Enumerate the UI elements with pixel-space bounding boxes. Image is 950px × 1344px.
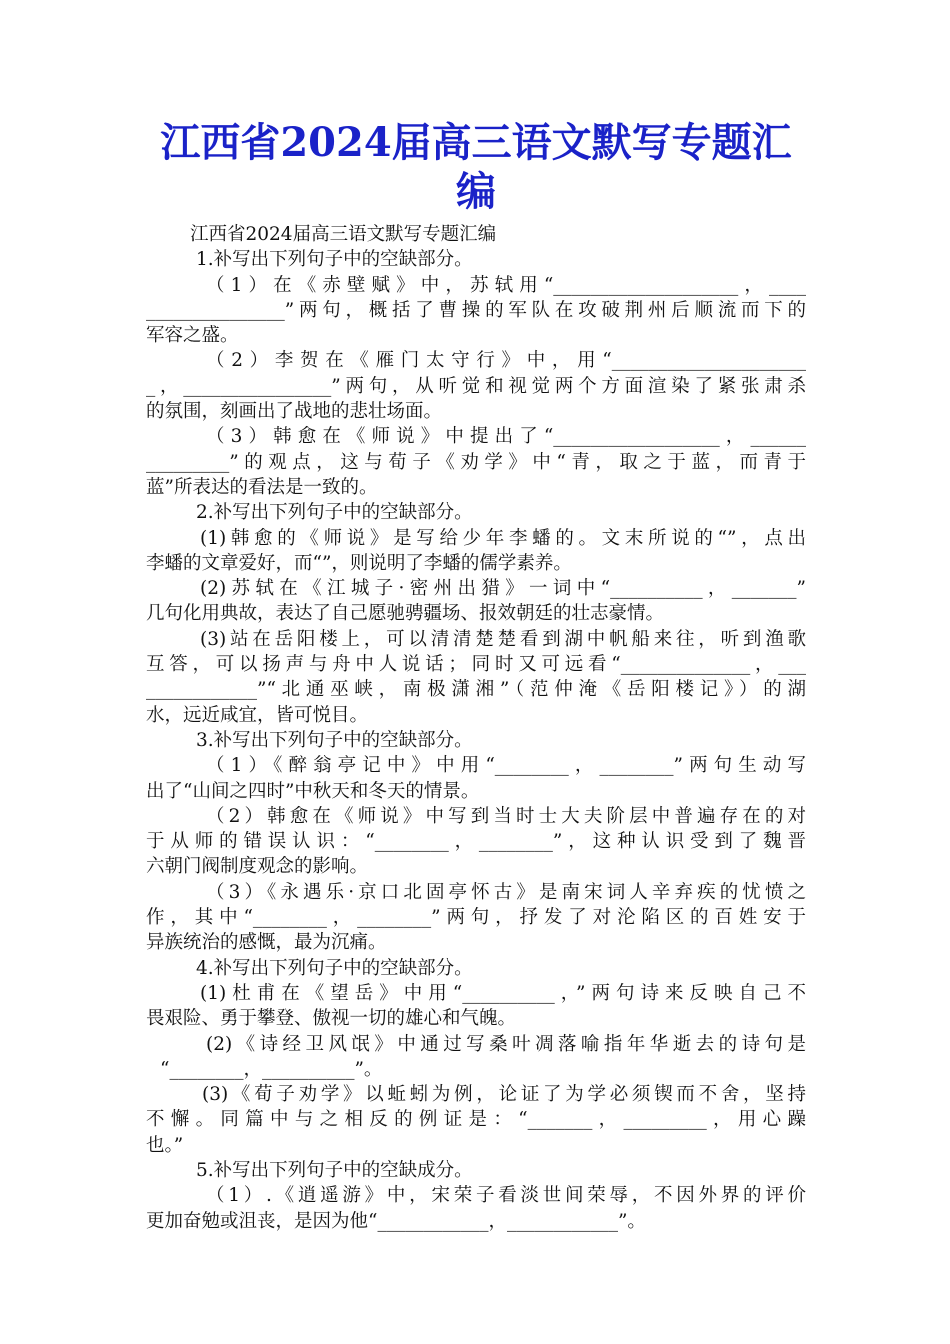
text-line: 李蟠的文章爱好，而“”，则说明了李蟠的儒学素养。 bbox=[146, 552, 572, 574]
text-line: (3)《荀子劝学》以蚯蚓为例，论证了为学必须锲而不舍，坚持 bbox=[202, 1084, 806, 1106]
text-line: （3）《永遇乐·京口北固亭怀古》是南宋词人辛弃疾的忧愤之 bbox=[206, 881, 806, 903]
text-line: 的氛围，刻画出了战地的悲壮场面。 bbox=[146, 401, 443, 423]
text-line: 作，其中“________，________”两句，抒发了对沦陷区的百姓安于 bbox=[146, 907, 806, 929]
text-line: （1）.《逍遥游》中，宋荣子看淡世间荣辱，不因外界的评价 bbox=[206, 1185, 806, 1207]
text-line: （1）《醉翁亭记中》中用“________，________”两句生动写 bbox=[206, 755, 806, 777]
text-line: （3）韩愈在《师说》中提出了“__________________，______ bbox=[206, 426, 806, 448]
text-line: 更加奋勉或沮丧，是因为他“____________，____________”。 bbox=[146, 1210, 646, 1232]
document-body bbox=[146, 222, 806, 1234]
text-line: _______________”两句，概括了曹操的军队在攻破荆州后顺流而下的 bbox=[146, 299, 806, 321]
text-line: 畏艰险、勇于攀登、傲视一切的雄心和气魄。 bbox=[146, 1008, 517, 1030]
text-line: 江西省2024届高三语文默写专题汇编 bbox=[190, 224, 497, 245]
text-line: _________”的观点，这与荀子《劝学》中“青，取之于蓝，而青于 bbox=[146, 451, 806, 473]
document-page bbox=[146, 118, 806, 1234]
text-line: 5.补写出下列句子中的空缺成分。 bbox=[196, 1159, 473, 1181]
text-line: （2）韩愈在《师说》中写到当时士大夫阶层中普遍存在的对 bbox=[206, 805, 806, 827]
text-line: 异族统治的感慨，最为沉痛。 bbox=[146, 932, 387, 954]
text-line: 于从师的错误认识：“________，________”，这种认识受到了魏晋 bbox=[146, 831, 806, 853]
text-line: 不懈。同篇中与之相反的例证是：“_______，_________，用心躁 bbox=[146, 1109, 806, 1131]
text-line: 出了“山间之四时”中秋天和冬天的情景。 bbox=[146, 780, 480, 802]
text-line: (2)《诗经卫风氓》中通过写桑叶凋落喻指年华逝去的诗句是 bbox=[206, 1033, 806, 1055]
text-line: (3)站在岳阳楼上，可以清清楚楚看到湖中帆船来往，听到渔歌 bbox=[200, 628, 806, 650]
text-line: 水，远近咸宜，皆可悦目。 bbox=[146, 704, 369, 726]
text-line: 几句化用典故，表达了自己愿驰骋疆场、报效朝廷的壮志豪情。 bbox=[146, 603, 665, 625]
text-line: (1)杜甫在《望岳》中用“__________，”两句诗来反映自己不 bbox=[200, 982, 806, 1004]
text-line: 1.补写出下列句子中的空缺部分。 bbox=[196, 249, 473, 271]
text-line: “________，__________”。 bbox=[160, 1058, 383, 1080]
text-line: ____________”“北通巫峡，南极潇湘”（范仲淹《岳阳楼记》）的湖 bbox=[146, 679, 806, 701]
text-line: 也。” bbox=[146, 1134, 184, 1156]
text-line: (1)韩愈的《师说》是写给少年李蟠的。文末所说的“”，点出 bbox=[200, 527, 806, 549]
text-line: 互答，可以扬声与舟中人说话；同时又可远看“______________，___ bbox=[146, 654, 806, 676]
document-title: 江西省2024届高三语文默写专题汇编 bbox=[160, 119, 792, 215]
text-line: 军容之盛。 bbox=[146, 325, 239, 347]
text-line: （2）李贺在《雁门太守行》中，用“_____________________ bbox=[206, 350, 806, 372]
text-line: 3.补写出下列句子中的空缺部分。 bbox=[196, 729, 473, 751]
text-line: _，________________”两句，从听觉和视觉两个方面渲染了紧张肃杀 bbox=[146, 375, 806, 397]
text-line: 蓝”所表达的看法是一致的。 bbox=[146, 476, 378, 498]
text-line: （1）在《赤壁赋》中，苏轼用“____________________，____ bbox=[206, 274, 806, 296]
text-line: 2.补写出下列句子中的空缺部分。 bbox=[196, 502, 473, 524]
text-line: 六朝门阀制度观念的影响。 bbox=[146, 856, 369, 878]
text-line: (2)苏轼在《江城子·密州出猎》一词中“__________，_______” bbox=[200, 578, 806, 600]
text-line: 4.补写出下列句子中的空缺部分。 bbox=[196, 957, 473, 979]
